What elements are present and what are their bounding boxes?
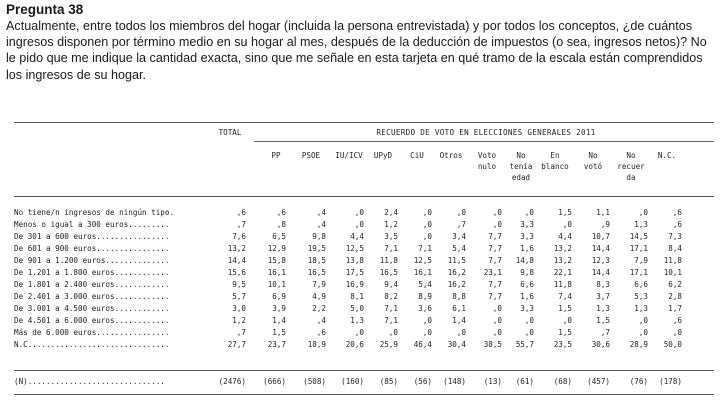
table-cell: 23,5 <box>553 340 572 349</box>
table-cell: ,0 <box>456 328 466 337</box>
row-label: De 2.401 a 3.000 euros............ <box>14 292 170 301</box>
table-cell: 25,9 <box>379 340 398 349</box>
table-row <box>14 291 714 302</box>
table-cell: ,6 <box>316 328 326 337</box>
table-cell: ,6 <box>276 208 286 217</box>
table-cell: 14,4 <box>591 268 610 277</box>
table-cell: 6,2 <box>668 280 682 289</box>
table-cell: 13,2 <box>227 244 246 253</box>
table-cell: ,0 <box>638 328 648 337</box>
table-cell: ,0 <box>422 220 432 229</box>
table-cell: 14,4 <box>591 244 610 253</box>
table-cell: (61) <box>515 377 534 386</box>
table-cell: ,0 <box>524 316 534 325</box>
table-cell: 7,3 <box>668 232 682 241</box>
table-cell: ,8 <box>276 220 286 229</box>
table-cell: 8,2 <box>384 292 398 301</box>
table-cell: 3,6 <box>418 304 432 313</box>
table-cell: (13) <box>483 377 502 386</box>
table-cell: (2476) <box>218 377 246 386</box>
table-cell: 8,3 <box>596 280 610 289</box>
table-cell: 9,4 <box>384 280 398 289</box>
table-cell: 1,5 <box>272 328 286 337</box>
table-cell: 1,5 <box>596 316 610 325</box>
table-cell: 6,5 <box>272 232 286 241</box>
table-cell: ,0 <box>672 328 682 337</box>
table-cell: 15,6 <box>227 268 246 277</box>
table-cell: ,0 <box>638 316 648 325</box>
vote-recall-header: RECUERDO DE VOTO EN ELECCIONES GENERALES 2011 <box>376 128 596 137</box>
table-cell: ,0 <box>354 208 364 217</box>
table-cell: ,0 <box>422 316 432 325</box>
table-cell: 1,3 <box>596 304 610 313</box>
table-cell: 2,4 <box>384 208 398 217</box>
table-cell: 5,3 <box>634 292 648 301</box>
table-cell: ,0 <box>492 304 502 313</box>
table-cell: 3,3 <box>520 220 534 229</box>
table-cell: 1,7 <box>668 304 682 313</box>
table-cell: 12,5 <box>413 256 432 265</box>
table-cell: 13,2 <box>553 256 572 265</box>
table-cell: (457) <box>587 377 610 386</box>
table-cell: (508) <box>303 377 326 386</box>
table-cell: ,6 <box>672 220 682 229</box>
table-cell: 11,8 <box>663 256 682 265</box>
table-cell: 7,9 <box>634 256 648 265</box>
row-label: Más de 6.000 euros................ <box>14 328 170 337</box>
table-cell: 27,7 <box>227 340 246 349</box>
table-cell: 30,4 <box>447 340 466 349</box>
table-cell: 1,1 <box>596 208 610 217</box>
table-cell: ,4 <box>316 220 326 229</box>
table-cell: 4,4 <box>558 232 572 241</box>
table-cell: 1,4 <box>452 316 466 325</box>
column-header: UPyD <box>373 151 393 160</box>
table-cell: 1,5 <box>558 304 572 313</box>
table-cell: ,0 <box>422 208 432 217</box>
table-cell: 14,4 <box>227 256 246 265</box>
table-cell: 7,7 <box>488 292 502 301</box>
table-cell: 7,1 <box>418 244 432 253</box>
row-label: De 4.501 a 6.000 euros............ <box>14 316 170 325</box>
table-cell: (148) <box>443 377 466 386</box>
table-cell: ,0 <box>492 328 502 337</box>
table-cell: (76) <box>629 377 648 386</box>
table-cell: (68) <box>553 377 572 386</box>
table-cell: 5,4 <box>452 244 466 253</box>
table-cell: ,4 <box>316 316 326 325</box>
table-row <box>14 219 714 230</box>
table-cell: ,4 <box>316 208 326 217</box>
column-header: PP <box>271 151 281 160</box>
table-cell: 6,1 <box>452 304 466 313</box>
table-cell: 16,1 <box>413 268 432 277</box>
table-cell: 3,3 <box>520 232 534 241</box>
table-row <box>14 339 714 350</box>
table-cell: 11,5 <box>447 256 466 265</box>
table-cell: 8,1 <box>350 292 364 301</box>
table-cell: 16,5 <box>307 268 326 277</box>
table-cell: 1,6 <box>520 292 534 301</box>
table-cell: ,0 <box>456 208 466 217</box>
table-cell: ,7 <box>236 220 246 229</box>
table-cell: 16,2 <box>447 268 466 277</box>
table-cell: 16,9 <box>345 280 364 289</box>
table-cell: 17,1 <box>629 268 648 277</box>
table-cell: ,7 <box>600 328 610 337</box>
table-row <box>14 303 714 314</box>
column-header: No votó <box>583 151 603 171</box>
table-cell: 7,1 <box>384 244 398 253</box>
column-header: CiU <box>410 151 424 160</box>
table-cell: 22,1 <box>553 268 572 277</box>
table-cell: 5,7 <box>232 292 246 301</box>
table-cell: 23,7 <box>267 340 286 349</box>
column-header: PSOE <box>301 151 321 160</box>
table-cell: ,0 <box>354 220 364 229</box>
table-cell: 10,1 <box>267 280 286 289</box>
table-cell: 1,3 <box>634 220 648 229</box>
table-cell: ,7 <box>456 220 466 229</box>
table-cell: 12,3 <box>591 256 610 265</box>
table-cell: 11,8 <box>553 280 572 289</box>
column-header: No recuer da <box>617 151 645 182</box>
table-cell: ,0 <box>524 208 534 217</box>
column-header: Voto nulo <box>477 151 497 171</box>
n-row-top-rule <box>14 370 714 371</box>
table-cell: 6,9 <box>272 292 286 301</box>
row-label: Menos o igual a 300 euros......... <box>14 220 170 229</box>
table-cell: 12,9 <box>267 244 286 253</box>
column-header: IU/ICV <box>335 151 363 160</box>
question-number: Pregunta 38 <box>6 2 84 17</box>
table-cell: 30,6 <box>591 340 610 349</box>
table-cell: 1,5 <box>558 208 572 217</box>
table-row <box>14 207 714 218</box>
table-cell: 7,6 <box>232 232 246 241</box>
table-cell: 10,1 <box>663 268 682 277</box>
table-cell: 1,4 <box>272 316 286 325</box>
table-cell: 3,0 <box>232 304 246 313</box>
table-cell: 12,5 <box>345 244 364 253</box>
table-cell: ,0 <box>354 328 364 337</box>
table-cell: (56) <box>413 377 432 386</box>
table-cell: 16,1 <box>267 268 286 277</box>
table-cell: 17,1 <box>629 244 648 253</box>
table-cell: 3,7 <box>596 292 610 301</box>
table-cell: ,0 <box>422 328 432 337</box>
column-header: No tenía edad <box>509 151 533 182</box>
table-cell: 17,5 <box>345 268 364 277</box>
row-label: (N).............................. <box>14 377 165 386</box>
group-header-rule <box>254 141 714 142</box>
table-cell: 7,1 <box>384 304 398 313</box>
table-cell: (666) <box>263 377 286 386</box>
table-cell: 7,7 <box>488 280 502 289</box>
table-row <box>14 279 714 290</box>
table-cell: 9,5 <box>232 280 246 289</box>
table-cell: 50,0 <box>663 340 682 349</box>
row-label: De 1.801 a 2.400 euros............ <box>14 280 170 289</box>
table-cell: 7,4 <box>558 292 572 301</box>
table-cell: 8,8 <box>452 292 466 301</box>
table-cell: ,6 <box>672 208 682 217</box>
table-cell: 7,1 <box>384 316 398 325</box>
table-cell: 1,3 <box>350 316 364 325</box>
table-cell: 1,2 <box>384 220 398 229</box>
header-bottom-rule <box>14 196 714 197</box>
table-cell: 15,8 <box>267 256 286 265</box>
table-cell: 3,9 <box>272 304 286 313</box>
table-cell: (178) <box>659 377 682 386</box>
total-header: TOTAL <box>218 128 242 137</box>
table-row <box>14 315 714 326</box>
table-cell: 11,8 <box>379 256 398 265</box>
table-cell: 14,5 <box>629 232 648 241</box>
table-cell: 4,4 <box>350 232 364 241</box>
table-cell: ,0 <box>492 220 502 229</box>
table-cell: ,0 <box>492 316 502 325</box>
question-text: Actualmente, entre todos los miembros del hogar (incluida la persona entrevistada) y por todos los conceptos, ¿de cuántos ingresos disponen por término medio en su hogar al mes, después de la deducción de impuestos (o sea, ingresos netos)? No le pido que me indique la cantidad exacta, sino que me señale en esta tarjeta en qué tramo de la escala están comprendidos los ingresos de su hogar. <box>6 19 707 82</box>
table-cell: 6,6 <box>634 280 648 289</box>
table-row <box>14 231 714 242</box>
table-cell: 13,2 <box>553 244 572 253</box>
table-cell: 5,0 <box>350 304 364 313</box>
row-label: De 1.201 a 1.800 euros............ <box>14 268 170 277</box>
table-cell: 8,4 <box>668 244 682 253</box>
row-label: No tiene/n ingresos de ningún tipo. <box>14 208 175 217</box>
table-cell: 9,8 <box>312 232 326 241</box>
table-cell: 2,2 <box>312 304 326 313</box>
table-cell: 19,5 <box>307 244 326 253</box>
table-cell: 3,3 <box>520 304 534 313</box>
table-cell: 14,8 <box>515 256 534 265</box>
table-cell: 6,6 <box>520 280 534 289</box>
row-label: De 601 a 900 euros................ <box>14 244 170 253</box>
column-header: En blanco <box>541 151 569 171</box>
table-cell: ,0 <box>638 208 648 217</box>
table-row <box>14 267 714 278</box>
table-cell: 1,5 <box>558 328 572 337</box>
table-row <box>14 243 714 254</box>
table-cell: 7,7 <box>488 256 502 265</box>
table-cell: 18,5 <box>307 256 326 265</box>
table-top-rule <box>14 122 714 123</box>
table-cell: ,0 <box>422 232 432 241</box>
table-bottom-rule <box>14 394 714 395</box>
table-cell: 10,7 <box>591 232 610 241</box>
table-cell: 55,7 <box>515 340 534 349</box>
table-cell: 9,8 <box>520 268 534 277</box>
table-cell: 7,9 <box>312 280 326 289</box>
table-cell: 23,1 <box>483 268 502 277</box>
table-cell: 1,3 <box>634 304 648 313</box>
table-row <box>14 327 714 338</box>
table-cell: 2,8 <box>668 292 682 301</box>
row-label: De 901 a 1.200 euros.............. <box>14 256 170 265</box>
table-cell: ,0 <box>492 208 502 217</box>
table-cell: (85) <box>379 377 398 386</box>
n-row <box>14 376 714 387</box>
table-cell: 3,5 <box>384 232 398 241</box>
table-row <box>14 255 714 266</box>
table-cell: ,6 <box>236 208 246 217</box>
table-cell: 18,9 <box>307 340 326 349</box>
table-cell: 5,4 <box>418 280 432 289</box>
table-cell: 28,9 <box>629 340 648 349</box>
table-cell: 1,2 <box>232 316 246 325</box>
table-cell: (160) <box>341 377 364 386</box>
column-header: Otros <box>439 151 463 160</box>
table-cell: 13,8 <box>345 256 364 265</box>
table-cell: 16,5 <box>379 268 398 277</box>
table-cell: 4,9 <box>312 292 326 301</box>
table-cell: ,0 <box>388 328 398 337</box>
table-cell: ,0 <box>562 316 572 325</box>
table-cell: 8,9 <box>418 292 432 301</box>
table-cell: 7,7 <box>488 232 502 241</box>
table-cell: ,6 <box>672 316 682 325</box>
table-cell: 38,5 <box>483 340 502 349</box>
table-cell: ,9 <box>600 220 610 229</box>
table-cell: 46,4 <box>413 340 432 349</box>
table-cell: 16,2 <box>447 280 466 289</box>
row-label: De 301 a 600 euros................ <box>14 232 170 241</box>
table-cell: 7,7 <box>488 244 502 253</box>
row-label: N.C............................... <box>14 340 170 349</box>
table-cell: ,0 <box>562 220 572 229</box>
table-cell: 3,4 <box>452 232 466 241</box>
table-cell: 1,6 <box>520 244 534 253</box>
table-cell: 20,6 <box>345 340 364 349</box>
row-label: De 3.001 a 4.500 euros............ <box>14 304 170 313</box>
table-cell: ,0 <box>524 328 534 337</box>
column-header: N.C. <box>657 151 677 160</box>
table-cell: ,7 <box>236 328 246 337</box>
